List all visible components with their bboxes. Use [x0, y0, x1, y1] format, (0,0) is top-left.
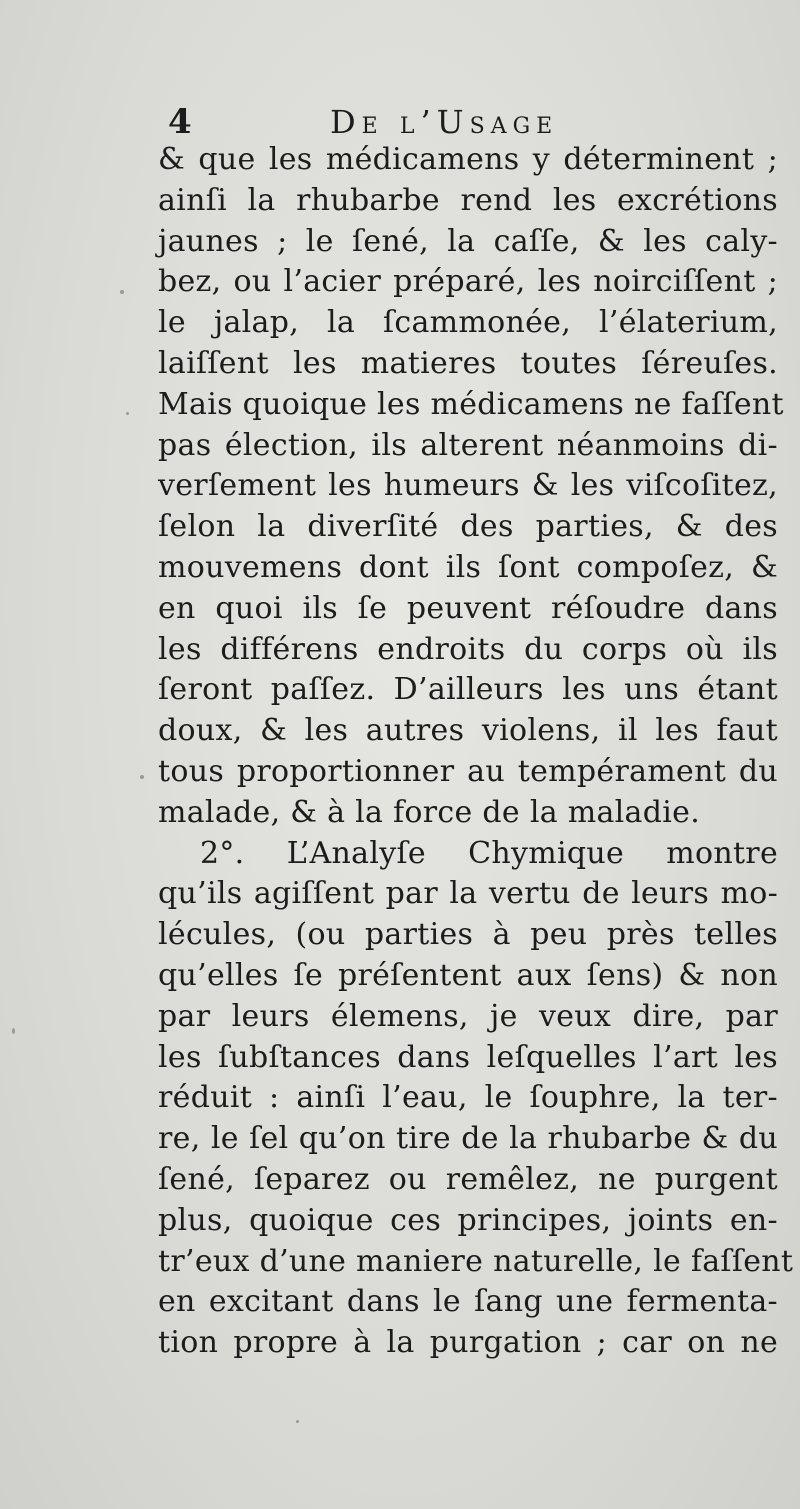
text-line: 2°. L’Analyſe Chymique montre — [200, 835, 778, 871]
text-line: qu’elles ſe préſentent aux ſens) & non — [158, 957, 778, 993]
text-line: les ſubſtances dans leſquelles l’art les — [158, 1039, 778, 1075]
text-line: tous proportionner au tempérament du — [158, 753, 778, 789]
text-line: le jalap, la ſcammonée, l’élaterium, — [158, 305, 778, 341]
page-number: 4 — [168, 102, 192, 142]
text-line: Mais quoique les médicamens ne faſſent — [158, 386, 784, 422]
text-line: jaunes ; le ſené, la caſſe, & les caly- — [158, 223, 778, 259]
text-line: lécules, (ou parties à peu près telles — [158, 917, 778, 953]
page-header — [160, 98, 780, 146]
text-line: laiſſent les matieres toutes ſéreuſes. — [158, 345, 778, 381]
text-line: les différens endroits du corps où ils — [158, 631, 778, 667]
text-line: ſeront paſſez. D’ailleurs les uns étant — [158, 672, 778, 708]
text-line: & que les médicamens y déterminent ; — [158, 142, 778, 177]
text-line: en excitant dans le ſang une fermenta- — [158, 1284, 778, 1320]
text-line: verſement les humeurs & les viſcoſitez, — [158, 468, 778, 504]
text-line: réduit : ainſi l’eau, le ſouphre, la ter- — [158, 1080, 778, 1116]
text-line: tion propre à la purgation ; car on ne — [158, 1325, 778, 1361]
paper-speck — [296, 1420, 299, 1423]
text-line: tr’eux d’une maniere naturelle, le faſſent — [158, 1243, 794, 1279]
paper-speck — [126, 412, 129, 415]
text-line: par leurs élemens, je veux dire, par — [158, 998, 778, 1034]
text-line: en quoi ils ſe peuvent réſoudre dans — [158, 590, 778, 626]
paper-speck — [12, 1028, 15, 1034]
text-line: pas élection, ils alterent néanmoins di- — [158, 427, 778, 463]
paper-speck — [140, 775, 144, 779]
text-line: qu’ils agiſſent par la vertu de leurs mo- — [158, 876, 778, 912]
paper-speck — [120, 290, 124, 294]
text-line: ſelon la diverſité des parties, & des — [158, 509, 778, 545]
body-text — [158, 140, 794, 1364]
running-head: De l’Usage — [330, 103, 559, 141]
text-line: mouvemens dont ils ſont compoſez, & — [158, 549, 778, 585]
text-line: malade, & à la force de la maladie. — [158, 794, 701, 830]
text-line: doux, & les autres violens, il les faut — [158, 713, 778, 749]
text-line: bez, ou l’acier préparé, les noirciſſent ; — [158, 264, 778, 300]
text-line: re, le ſel qu’on tire de la rhubarbe & du — [158, 1121, 778, 1157]
text-line: plus, quoique ces principes, joints en- — [158, 1202, 778, 1238]
text-line: ainſi la rhubarbe rend les excrétions — [158, 182, 778, 218]
text-line: ſené, ſeparez ou remêlez, ne purgent — [158, 1161, 778, 1197]
